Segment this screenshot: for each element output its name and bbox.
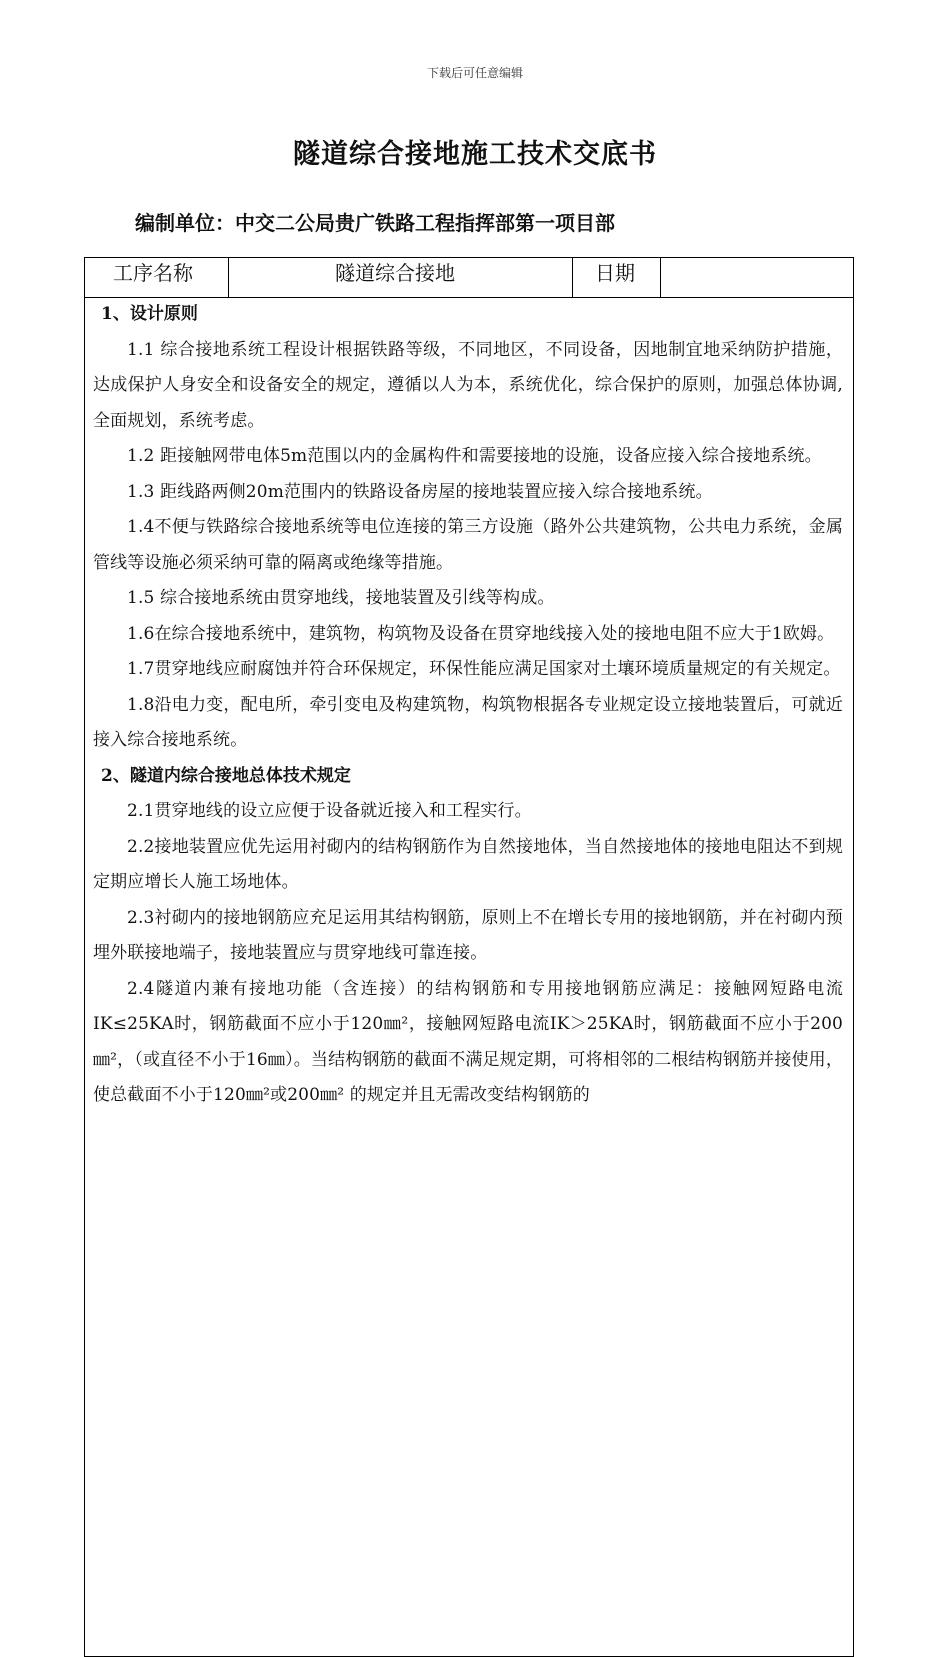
paragraph: 2.1贯穿地线的设立应便于设备就近接入和工程实行。 [127, 801, 532, 821]
paragraph: 1.1 综合接地系统工程设计根据铁路等级，不同地区，不同设备，因地制宜地采纳防护措施，达成保护人身安全和设备安全的规定，遵循以人为本，系统优化，综合保护的原则，加强总体协调,全面规划，系统考虑。 [93, 339, 843, 431]
paragraph: 1.4不便与铁路综合接地系统等电位连接的第三方设施（路外公共建筑物，公共电力系统，金属管线等设施必须采纳可靠的隔离或绝缘等措施。 [93, 517, 843, 573]
process-name-value: 隧道综合接地 [229, 258, 573, 297]
paragraph: 1.5 综合接地系统由贯穿地线，接地装置及引线等构成。 [127, 588, 555, 608]
process-name-label: 工序名称 [85, 258, 229, 297]
section-heading: 2、隧道内综合接地总体技术规定 [101, 765, 351, 786]
paragraph: 1.3 距线路两侧20m范围内的铁路设备房屋的接地装置应接入综合接地系统。 [127, 481, 713, 502]
paragraph: 1.2 距接触网带电体5m范围以内的金属构件和需要接地的设施，设备应接入综合接地系统。 [127, 446, 822, 466]
paragraph: 2.2接地装置应优先运用衬砌内的结构钢筋作为自然接地体，当自然接地体的接地电阻达不到规定期应增长人施工场地体。 [93, 836, 843, 892]
disclosure-table [84, 257, 854, 1657]
paragraph: 2.3衬砌内的接地钢筋应充足运用其结构钢筋，原则上不在增长专用的接地钢筋，并在衬砌内预埋外联接地端子，接地装置应与贯穿地线可靠连接。 [93, 907, 843, 963]
section-heading: 1、设计原则 [101, 304, 198, 324]
organization-line: 编制单位：中交二公局贵广铁路工程指挥部第一项目部 [135, 211, 615, 235]
paragraph: 2.4隧道内兼有接地功能（含连接）的结构钢筋和专用接地钢筋应满足：接触网短路电流IK≤25KA时，钢筋截面不应小于120㎜²，接触网短路电流IK＞25KA时，钢筋截面不应小于200㎜²，（或直径不小于16㎜）。当结构钢筋的截面不满足规定期，可将相邻的二根结构钢筋并接使用，使总截面不小于120㎜²或200㎜² 的规定并且无需改变结构钢筋的 [93, 978, 843, 1105]
paragraph: 1.6在综合接地系统中，建筑物，构筑物及设备在贯穿地线接入处的接地电阻不应大于1欧姆。 [127, 623, 835, 644]
date-value [661, 258, 853, 297]
document-title: 隧道综合接地施工技术交底书 [293, 139, 657, 170]
paragraph: 1.7贯穿地线应耐腐蚀并符合环保规定，环保性能应满足国家对土壤环境质量规定的有关规定。 [127, 659, 841, 679]
header-note: 下载后可任意编辑 [426, 66, 523, 80]
table-body [85, 297, 853, 1114]
table-header-row [85, 258, 853, 298]
paragraph: 1.8沿电力变，配电所，牵引变电及构建筑物，构筑物根据各专业规定设立接地装置后，可就近接入综合接地系统。 [93, 694, 843, 750]
date-label: 日期 [573, 258, 661, 297]
